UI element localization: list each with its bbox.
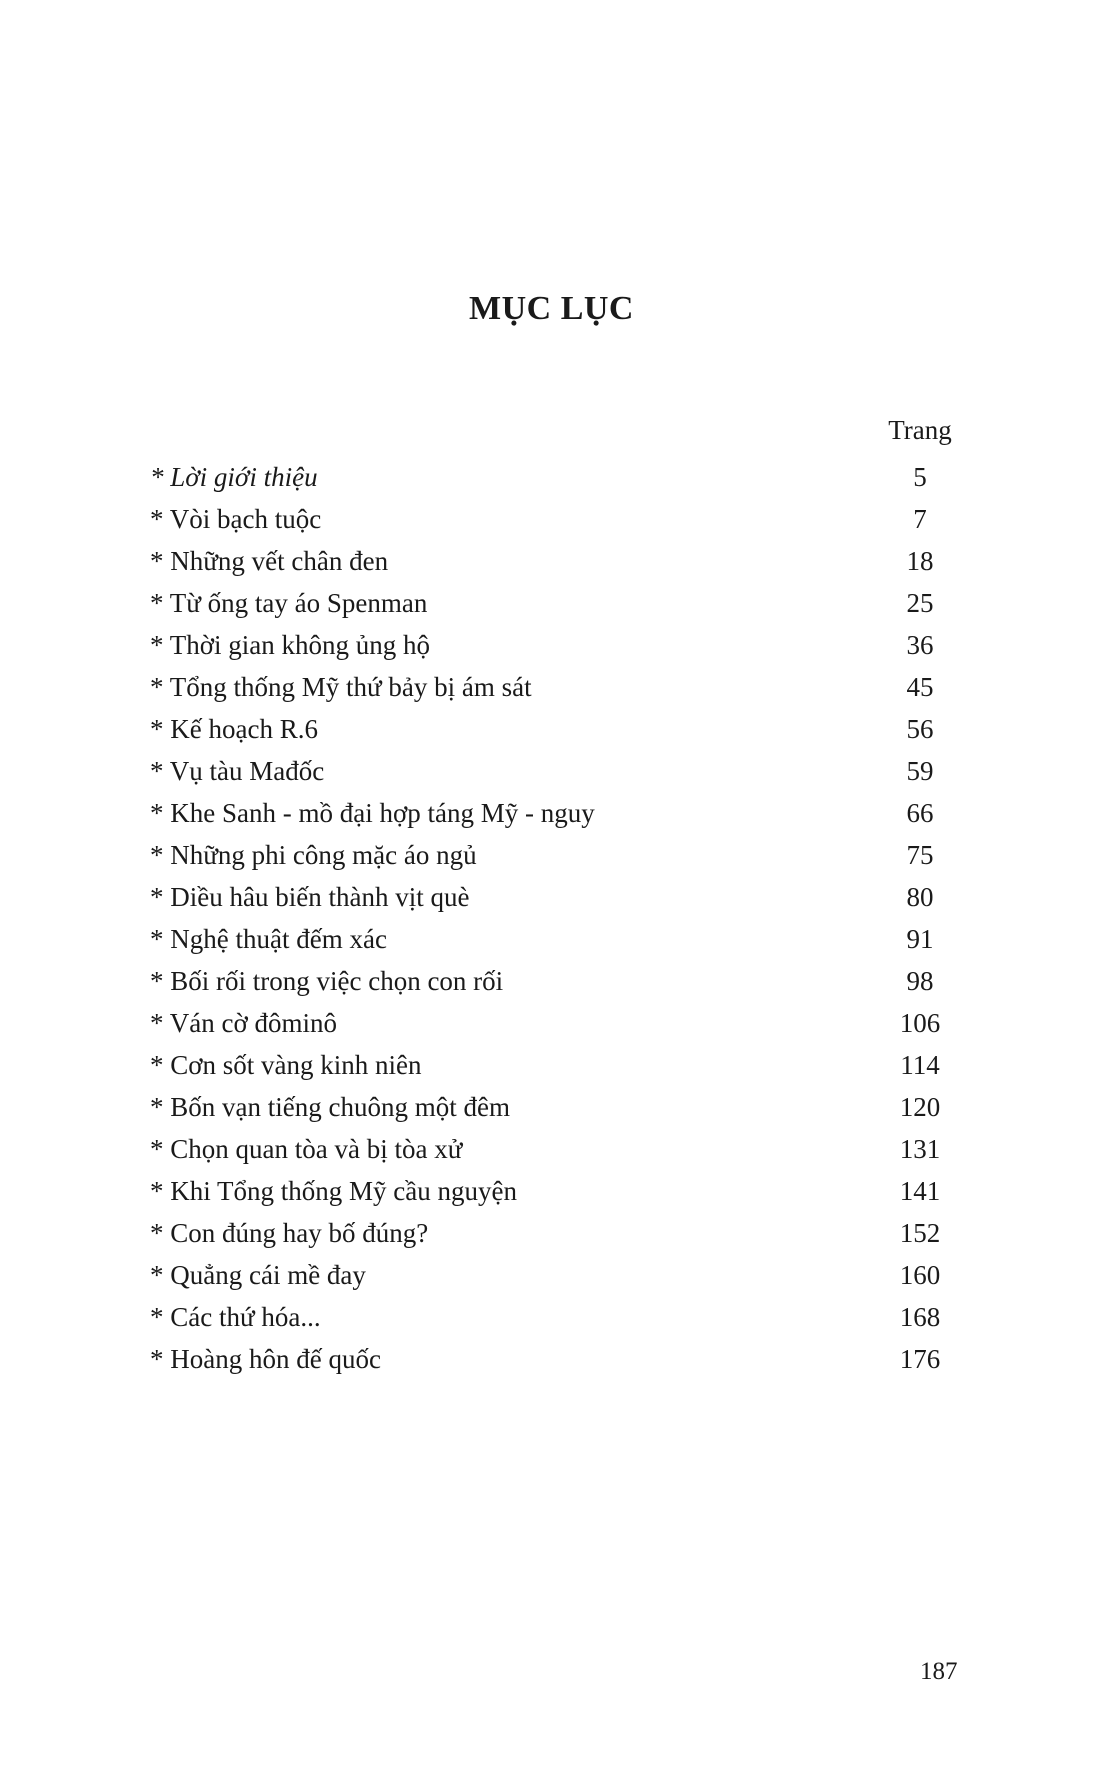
- toc-entry-page: 59: [906, 756, 934, 786]
- toc-entry: [150, 456, 970, 498]
- toc-entry-title: * Bốn vạn tiếng chuông một đêm: [150, 1092, 510, 1122]
- toc-entry: [150, 876, 970, 918]
- toc-entry-page: 25: [906, 588, 934, 618]
- toc-entry-page: 18: [906, 546, 934, 576]
- toc-entry: [150, 960, 970, 1002]
- toc-entry-title: * Chọn quan tòa và bị tòa xử: [150, 1134, 463, 1164]
- toc-entry-page: 114: [900, 1050, 940, 1080]
- toc-entry-title: * Quẳng cái mề đay: [150, 1260, 366, 1290]
- toc-entry: [150, 498, 970, 540]
- toc-entry-page: 91: [906, 924, 934, 954]
- toc-entry-page: 152: [899, 1218, 941, 1248]
- toc-entry-title: * Con đúng hay bố đúng?: [150, 1218, 429, 1248]
- toc-entry-page: 80: [906, 882, 934, 912]
- toc-entry-title: * Bối rối trong việc chọn con rối: [150, 966, 504, 996]
- toc-entry-page: 98: [906, 966, 934, 996]
- toc-entry-title: * Vụ tàu Mađốc: [150, 756, 325, 786]
- toc-entry-page: 176: [899, 1344, 941, 1374]
- toc-entry-page: 120: [899, 1092, 941, 1122]
- toc-entry-page: 75: [906, 840, 934, 870]
- toc-entry: [150, 708, 970, 750]
- toc-entry-page: 66: [906, 798, 934, 828]
- toc-entry-page: 5: [913, 462, 927, 492]
- toc-entry-title: * Những phi công mặc áo ngủ: [150, 840, 477, 870]
- toc-entry-title: * Lời giới thiệu: [150, 462, 318, 492]
- toc-entry-page: 7: [913, 504, 927, 534]
- toc-entry: [150, 1212, 970, 1254]
- toc-entry-title: * Tổng thống Mỹ thứ bảy bị ám sát: [150, 672, 532, 702]
- toc-entry: [150, 1002, 970, 1044]
- toc-entry-title: * Ván cờ đôminô: [150, 1008, 338, 1038]
- toc-entry-page: 45: [906, 672, 934, 702]
- page-number: 187: [920, 1658, 958, 1685]
- toc-entry: [150, 666, 970, 708]
- toc-entry: [150, 1296, 970, 1338]
- toc-entry-page: 141: [899, 1176, 941, 1206]
- toc-entry: [150, 1044, 970, 1086]
- toc-entry: [150, 834, 970, 876]
- toc-entry: [150, 1128, 970, 1170]
- toc-entry: [150, 1254, 970, 1296]
- toc-entry: [150, 1338, 970, 1380]
- toc-entry-page: 106: [899, 1008, 941, 1038]
- toc-entry-title: * Những vết chân đen: [150, 546, 389, 576]
- toc-entry-page: 168: [899, 1302, 941, 1332]
- toc-entry-title: * Thời gian không ủng hộ: [150, 630, 431, 660]
- toc-entry: [150, 540, 970, 582]
- toc-entry-page: 160: [899, 1260, 941, 1290]
- page-column-header: Trang: [888, 415, 952, 445]
- toc-entry: [150, 582, 970, 624]
- toc-entry: [150, 1170, 970, 1212]
- toc-entry-title: * Các thứ hóa...: [150, 1302, 321, 1332]
- toc-entry-title: * Kế hoạch R.6: [150, 714, 318, 744]
- toc-entry: [150, 918, 970, 960]
- toc-entry-title: * Khe Sanh - mồ đại hợp táng Mỹ - nguy: [150, 798, 595, 828]
- toc-entry-title: * Diều hâu biến thành vịt què: [150, 882, 470, 912]
- toc-entry: [150, 624, 970, 666]
- table-of-contents: [150, 456, 970, 1380]
- toc-entry-title: * Khi Tổng thống Mỹ cầu nguyện: [150, 1176, 517, 1206]
- toc-entry: [150, 1086, 970, 1128]
- toc-entry-title: * Hoàng hôn đế quốc: [150, 1344, 381, 1374]
- toc-entry-page: 56: [906, 714, 934, 744]
- toc-entry-title: * Từ ống tay áo Spenman: [150, 588, 428, 618]
- page-title: MỤC LỤC: [469, 290, 634, 327]
- toc-entry-page: 131: [899, 1134, 941, 1164]
- toc-entry-page: 36: [906, 630, 934, 660]
- toc-entry-title: * Vòi bạch tuộc: [150, 504, 322, 534]
- toc-entry-title: * Nghệ thuật đếm xác: [150, 924, 387, 954]
- toc-entry: [150, 792, 970, 834]
- toc-entry: [150, 750, 970, 792]
- toc-entry-title: * Cơn sốt vàng kinh niên: [150, 1050, 422, 1080]
